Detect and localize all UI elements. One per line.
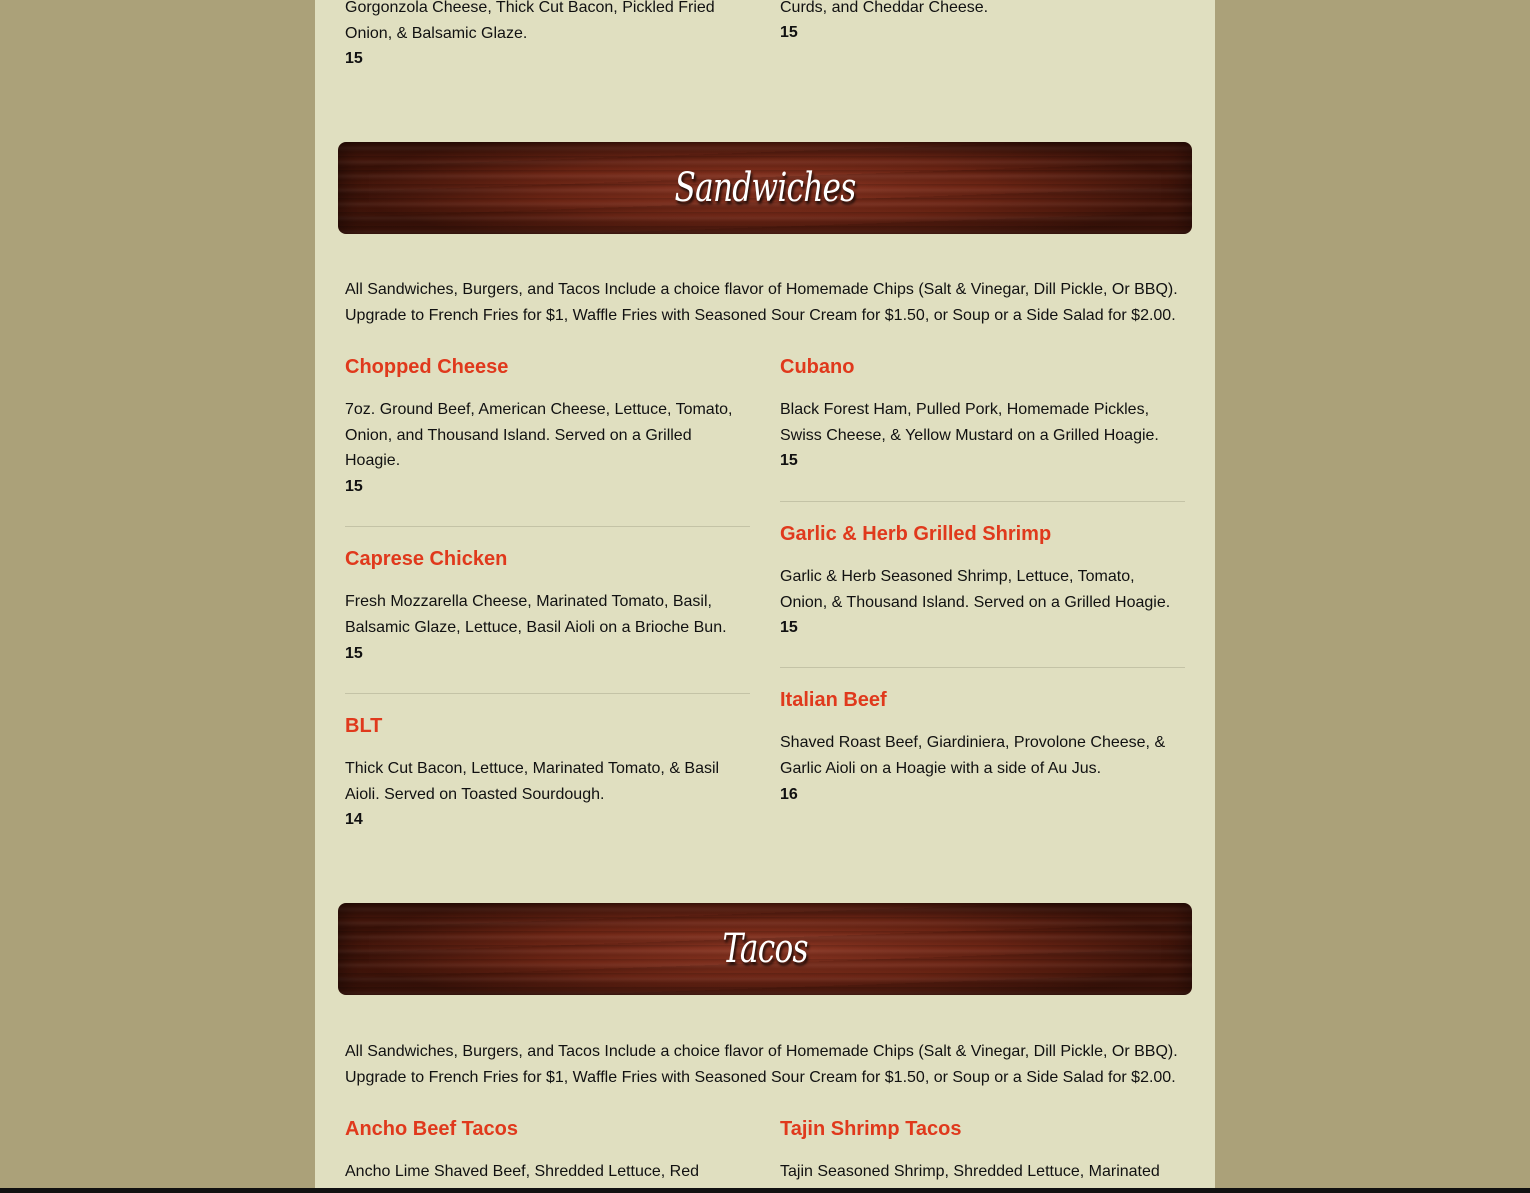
item-description: Curds, and Cheddar Cheese. (780, 0, 989, 16)
item-price: 15 (780, 24, 798, 41)
item-price: 15 (345, 645, 363, 662)
item-name: Italian Beef (780, 689, 887, 711)
item-description: Gorgonzola Cheese, Thick Cut Bacon, Pickled Fried Onion, & Balsamic Glaze. (345, 0, 715, 42)
item-price: 16 (780, 786, 798, 803)
item-divider (345, 693, 750, 694)
item-description: Tajin Seasoned Shrimp, Shredded Lettuce, Marinated (780, 1163, 1160, 1180)
item-description: Black Forest Ham, Pulled Pork, Homemade Pickles, Swiss Cheese, & Yellow Mustard on a Grilled Hoagie. (780, 401, 1159, 444)
item-description: Ancho Lime Shaved Beef, Shredded Lettuce, Red (345, 1163, 700, 1180)
item-price: 14 (345, 811, 363, 828)
item-divider (345, 526, 750, 527)
item-name: Ancho Beef Tacos (345, 1118, 518, 1140)
item-price: 15 (345, 50, 363, 67)
item-price: 15 (780, 452, 798, 469)
item-description: Fresh Mozzarella Cheese, Marinated Tomato, Basil, Balsamic Glaze, Lettuce, Basil Aioli on a Brioche Bun. (345, 593, 727, 636)
item-price: 15 (345, 478, 363, 495)
item-description: 7oz. Ground Beef, American Cheese, Lettuce, Tomato, Onion, and Thousand Island. Served on a Grilled Hoagie. (345, 401, 733, 470)
section-title: Sandwiches (674, 165, 856, 211)
section-note: All Sandwiches, Burgers, and Tacos Include a choice flavor of Homemade Chips (Salt & Vinegar, Dill Pickle, Or BBQ). Upgrade to French Fries for $1, Waffle Fries with Seasoned Sour Cream for $1.50, or Soup or a Side Salad for $2.00. (345, 1043, 1178, 1086)
item-description: Thick Cut Bacon, Lettuce, Marinated Tomato, & Basil Aioli. Served on Toasted Sourdough. (345, 760, 720, 803)
item-description: Garlic & Herb Seasoned Shrimp, Lettuce, Tomato, Onion, & Thousand Island. Served on a Grilled Hoagie. (780, 568, 1171, 611)
item-name: Garlic & Herb Grilled Shrimp (780, 523, 1052, 545)
bottom-edge-bar (0, 1188, 1530, 1193)
sandwiches-banner (338, 142, 1192, 234)
item-divider (780, 667, 1185, 668)
item-price: 15 (780, 619, 798, 636)
section-title: Tacos (722, 926, 808, 972)
item-description: Shaved Roast Beef, Giardiniera, Provolone Cheese, & Garlic Aioli on a Hoagie with a side of Au Jus. (780, 734, 1166, 777)
item-name: Caprese Chicken (345, 548, 508, 570)
item-name: BLT (345, 715, 383, 737)
tacos-banner (338, 903, 1192, 995)
item-name: Cubano (780, 356, 855, 378)
item-divider (780, 501, 1185, 502)
menu-page (315, 0, 1215, 1193)
section-note: All Sandwiches, Burgers, and Tacos Include a choice flavor of Homemade Chips (Salt & Vinegar, Dill Pickle, Or BBQ). Upgrade to French Fries for $1, Waffle Fries with Seasoned Sour Cream for $1.50, or Soup or a Side Salad for $2.00. (345, 281, 1178, 324)
item-name: Chopped Cheese (345, 356, 509, 378)
item-name: Tajin Shrimp Tacos (780, 1118, 962, 1140)
